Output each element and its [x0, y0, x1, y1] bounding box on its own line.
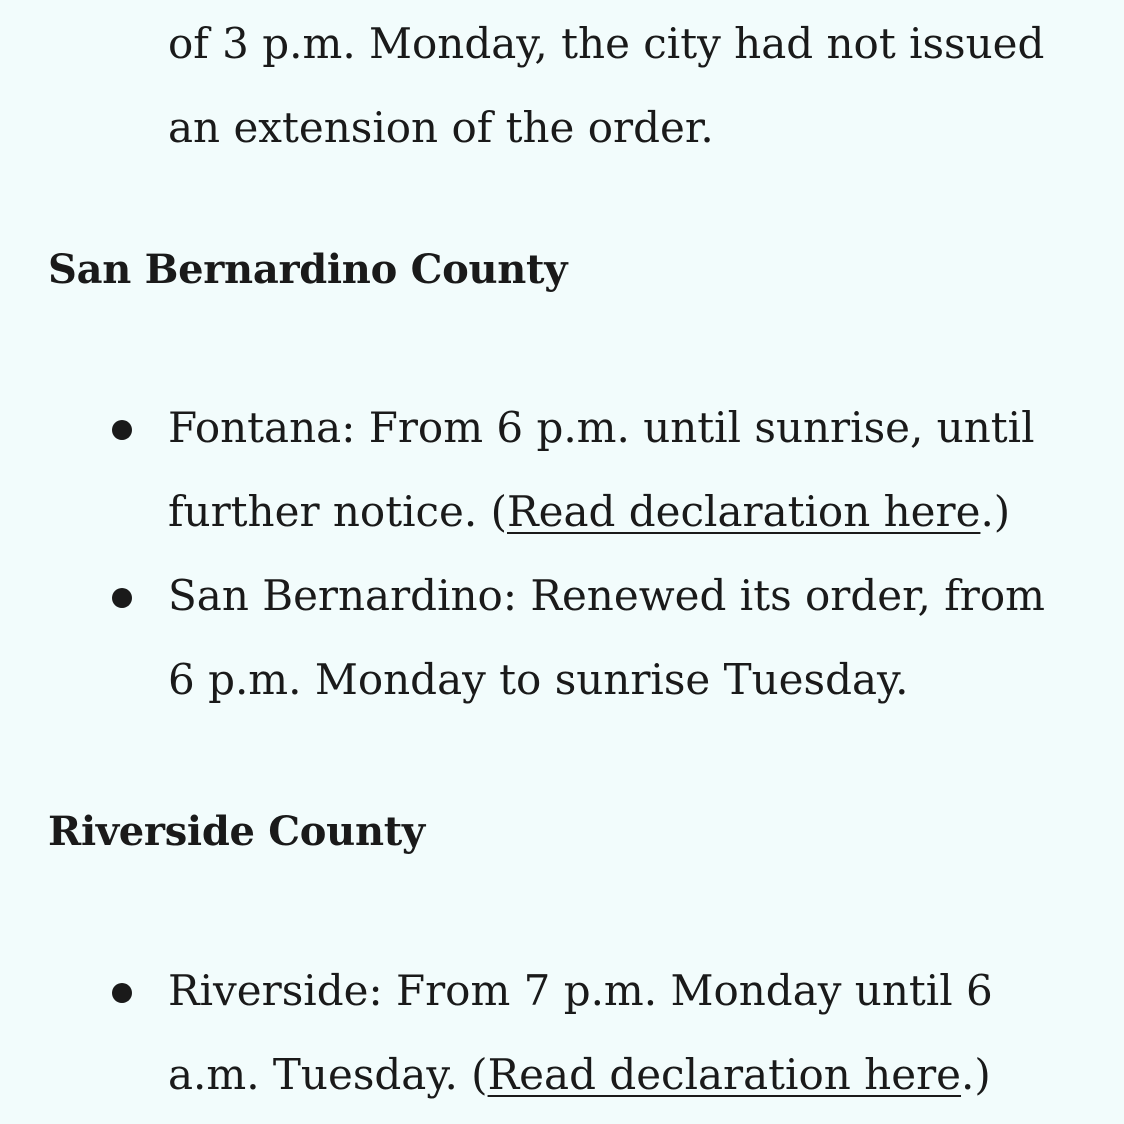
bullet-icon	[112, 420, 132, 440]
section-heading-san-bernardino: San Bernardino County	[48, 246, 568, 293]
list-item-text: San Bernardino: Renewed its order, from 6 p.m. Monday to sunrise Tuesday.	[168, 571, 1045, 704]
read-declaration-link[interactable]: Read declaration here	[487, 1050, 962, 1099]
bullet-icon	[112, 983, 132, 1003]
read-declaration-link[interactable]: Read declaration here	[507, 487, 981, 536]
list-item-text: Riverside: From 7 p.m. Monday until 6 a.m. Tuesday. (	[168, 966, 993, 1099]
bullet-icon	[112, 588, 132, 608]
list-item-fontana	[0, 386, 1124, 554]
list-item-san-bernardino	[0, 554, 1124, 722]
list-item-text: Fontana: From 6 p.m. until sunrise, until further notice. (	[168, 403, 1035, 536]
riverside-list	[0, 949, 1124, 1117]
list-item-suffix: .)	[980, 487, 1011, 536]
san-bernardino-list	[0, 386, 1124, 722]
section-heading-riverside: Riverside County	[48, 808, 425, 855]
list-item-suffix: .)	[961, 1050, 991, 1099]
list-item-riverside	[0, 949, 1124, 1117]
intro-paragraph: of 3 p.m. Monday, the city had not issued an extension of the order.	[168, 19, 1045, 152]
